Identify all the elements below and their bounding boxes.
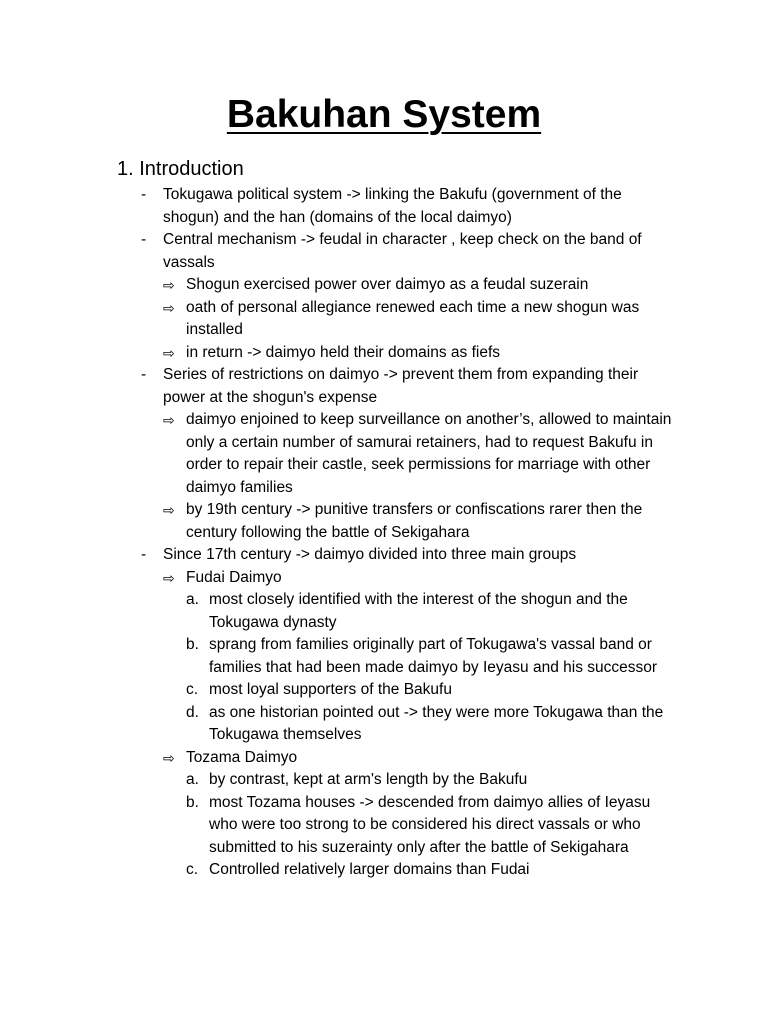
list-item	[117, 274, 677, 297]
list-marker: b.	[186, 636, 199, 653]
list-marker: c.	[186, 861, 199, 878]
list-item	[117, 229, 677, 274]
arrow-bullet-icon: ⇨	[163, 569, 175, 586]
list-item-text: Central mechanism -> feudal in character , keep check on the band of vassals	[163, 231, 642, 271]
list-item-text: Controlled relatively larger domains than Fudai	[209, 861, 530, 878]
list-item-text: most loyal supporters of the Bakufu	[209, 681, 452, 698]
arrow-bullet-icon: ⇨	[163, 749, 175, 766]
arrow-bullet-icon: ⇨	[163, 277, 175, 293]
list-item-text: by 19th century -> punitive transfers or confiscations rarer then the century following the battle of Sekigahara	[186, 501, 643, 541]
list-item	[117, 589, 677, 634]
outline-list	[117, 184, 677, 882]
arrow-bullet-icon: ⇨	[163, 299, 175, 316]
list-item-text: Series of restrictions on daimyo -> prevent them from expanding their power at the shogun's expense	[163, 366, 639, 406]
document-body	[117, 155, 677, 882]
list-item-text: by contrast, kept at arm's length by the Bakufu	[209, 771, 528, 788]
list-item	[117, 769, 677, 792]
list-marker: d.	[186, 703, 199, 721]
list-item	[117, 679, 677, 702]
list-marker: -	[141, 186, 147, 203]
arrow-bullet-icon: ⇨	[163, 412, 175, 428]
list-item	[117, 297, 677, 342]
list-item-text: most closely identified with the interest of the shogun and the Tokugawa dynasty	[209, 591, 628, 631]
list-item-text: Fudai Daimyo	[186, 568, 282, 586]
list-item	[117, 747, 677, 770]
list-item-text: as one historian pointed out -> they were more Tokugawa than the Tokugawa themselves	[209, 703, 664, 743]
list-item	[117, 567, 677, 590]
document-title: Bakuhan System	[226, 93, 542, 136]
section-heading: 1. Introduction	[117, 158, 244, 180]
list-item	[117, 859, 677, 882]
list-item-text: Tozama Daimyo	[186, 748, 298, 766]
list-item-text: daimyo enjoined to keep surveillance on another’s, allowed to maintain only a certain number of samurai retainers, had to request Bakufu in order to repair their castle, seek permissions for marriage with other daimyo families	[186, 411, 672, 496]
list-item-text: sprang from families originally part of Tokugawa's vassal band or families that had been made daimyo by Ieyasu and his successor	[209, 636, 658, 676]
list-marker: b.	[186, 793, 199, 811]
list-item	[117, 544, 677, 567]
list-item-text: Tokugawa political system -> linking the Bakufu (government of the shogun) and the han (domains of the local daimyo)	[163, 186, 622, 226]
list-item	[117, 792, 677, 860]
list-item-text: in return -> daimyo held their domains as fiefs	[186, 343, 501, 361]
list-item	[117, 409, 677, 499]
list-item-text: Since 17th century -> daimyo divided into three main groups	[163, 546, 577, 563]
arrow-bullet-icon: ⇨	[163, 502, 175, 518]
list-item	[117, 342, 677, 365]
list-marker: a.	[186, 591, 199, 608]
list-marker: a.	[186, 771, 199, 788]
list-marker: -	[141, 231, 147, 248]
list-item-text: most Tozama houses -> descended from daimyo allies of Ieyasu who were too strong to be considered his direct vassals or who submitted to his suzerainty only after the battle of Sekigahara	[209, 793, 651, 856]
list-item	[117, 364, 677, 409]
list-item	[117, 634, 677, 679]
list-marker: c.	[186, 681, 199, 698]
list-item	[117, 702, 677, 747]
list-marker: -	[141, 546, 147, 563]
list-marker: -	[141, 366, 147, 383]
list-item	[117, 184, 677, 229]
arrow-bullet-icon: ⇨	[163, 344, 175, 361]
list-item	[117, 499, 677, 544]
list-item-text: oath of personal allegiance renewed each time a new shogun was installed	[186, 298, 640, 338]
list-item-text: Shogun exercised power over daimyo as a feudal suzerain	[186, 276, 589, 293]
